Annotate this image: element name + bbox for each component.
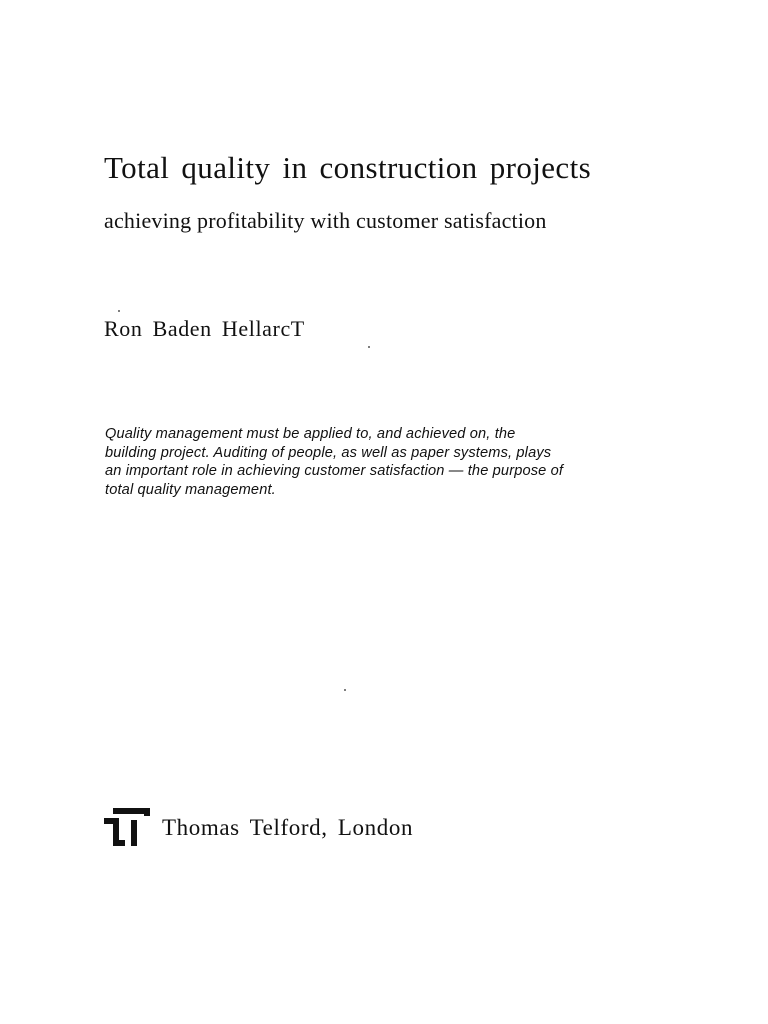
scan-speck: [344, 689, 346, 691]
book-title: Total quality in construction projects: [104, 150, 592, 185]
blurb-line: total quality management.: [105, 481, 276, 498]
publisher-name: Thomas Telford, London: [162, 815, 414, 840]
thomas-telford-logo-icon: [104, 806, 152, 850]
blurb-line: an important role in achieving customer satisfaction — the purpose of: [105, 463, 564, 479]
blurb-line: building project. Auditing of people, as well as paper systems, plays: [105, 444, 552, 461]
book-subtitle: achieving profitability with customer satisfaction: [104, 208, 547, 233]
scan-speck: [118, 310, 120, 312]
book-blurb: [105, 425, 670, 499]
publisher-imprint: [104, 806, 413, 850]
scan-speck: [368, 346, 370, 348]
blurb-line: Quality management must be applied to, and achieved on, the: [105, 426, 516, 442]
book-author: Ron Baden HellarcT: [104, 316, 305, 341]
